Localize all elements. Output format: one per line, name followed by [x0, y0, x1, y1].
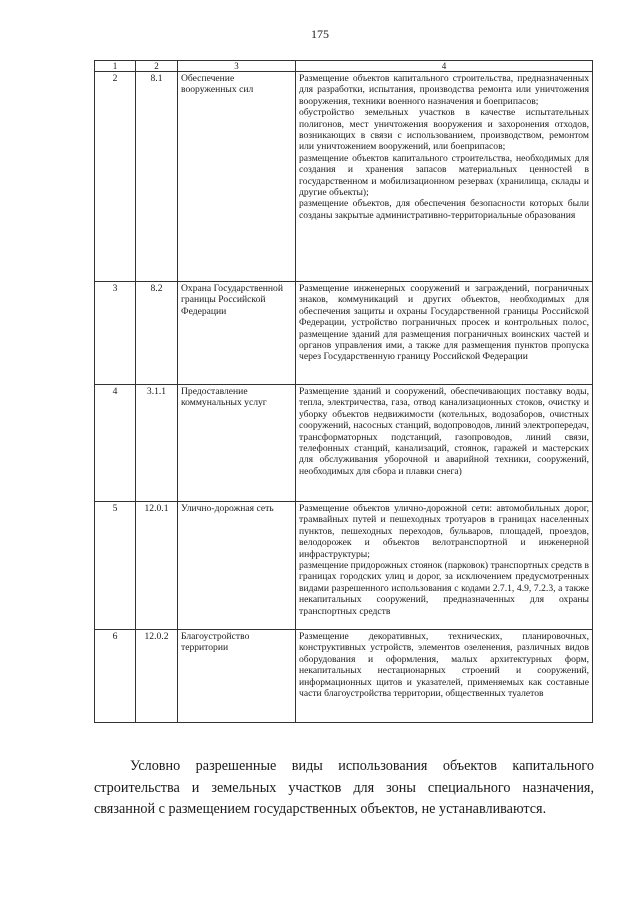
description-paragraph: размещение объектов, для обеспечения безопасности которых были созданы закрытые административно-территориальные образования [299, 198, 589, 221]
header-col-2: 2 [136, 61, 178, 72]
use-code: 12.0.1 [136, 502, 178, 630]
use-description [296, 282, 593, 385]
use-name: Улично-дорожная сеть [178, 502, 296, 630]
use-description [296, 502, 593, 630]
table-row [95, 630, 593, 723]
header-col-3: 3 [178, 61, 296, 72]
description-paragraph: Размещение декоративных, технических, планировочных, конструктивных устройств, элементов озеленения, различных видов оборудования и оформления, малых архитектурных форм, некапитальных нестационарных строений и сооружений, информационных щитов и указателей, применяемых как составные части благоустройства территории, общественных туалетов [299, 631, 589, 700]
use-name: Обеспечение вооруженных сил [178, 72, 296, 282]
use-description [296, 72, 593, 282]
conditional-use-note: Условно разрешенные виды использования объектов капитального строительства и земельных участков для зоны специального назначения, связанной с размещением государственных объектов, не устанавливаются. [94, 758, 594, 817]
header-col-1: 1 [95, 61, 136, 72]
row-number: 3 [95, 282, 136, 385]
table-row [95, 502, 593, 630]
use-description [296, 630, 593, 723]
row-number: 4 [95, 385, 136, 502]
description-paragraph: Размещение объектов улично-дорожной сети: автомобильных дорог, трамвайных путей и пешеходных тротуаров в границах населенных пунктов, пешеходных переходов, бульваров, площадей, проездов, велодорожек и объектов велотранспортной и инженерной инфраструктуры; [299, 503, 589, 560]
use-code: 8.1 [136, 72, 178, 282]
row-number: 6 [95, 630, 136, 723]
page-number: 175 [311, 27, 329, 41]
use-name: Предоставление коммунальных услуг [178, 385, 296, 502]
use-name: Благоустройство территории [178, 630, 296, 723]
description-paragraph: обустройство земельных участков в качестве испытательных полигонов, мест уничтожения вооружения и захоронения отходов, возникающих в связи с использованием, производством, ремонтом или уничтожением вооружений, или боеприпасов; [299, 107, 589, 153]
row-number: 2 [95, 72, 136, 282]
header-col-4: 4 [296, 61, 593, 72]
use-code: 3.1.1 [136, 385, 178, 502]
table-header-row [95, 61, 593, 72]
table-row [95, 385, 593, 502]
row-number: 5 [95, 502, 136, 630]
use-name: Охрана Государственной границы Российской Федерации [178, 282, 296, 385]
description-paragraph: размещение придорожных стоянок (парковок) транспортных средств в границах городских улиц и дорог, за исключением предусмотренных видами разрешенного использования с кодами 2.7.1, 4.9, 7.2.3, а также некапитальных сооружений, предназначенных для охраны транспортных средств [299, 560, 589, 617]
table-row [95, 72, 593, 282]
description-paragraph: Размещение зданий и сооружений, обеспечивающих поставку воды, тепла, электричества, газа, отвод канализационных стоков, очистку и уборку объектов недвижимости (котельных, водозаборов, очистных сооружений, насосных станций, водопроводов, линий электропередач, трансформаторных подстанций, газопроводов, линий связи, телефонных станций, канализаций, стоянок, гаражей и мастерских для обслуживания уборочной и аварийной техники, сооружений, необходимых для сбора и плавки снега) [299, 386, 589, 477]
use-code: 8.2 [136, 282, 178, 385]
use-description [296, 385, 593, 502]
use-code: 12.0.2 [136, 630, 178, 723]
land-use-table [94, 60, 593, 723]
table-row [95, 282, 593, 385]
description-paragraph: Размещение инженерных сооружений и заграждений, пограничных знаков, коммуникаций и других объектов, необходимых для обеспечения защиты и охраны Государственной границы Российской Федерации, устройство пограничных просек и контрольных полос, размещение зданий для размещения пограничных воинских частей и органов управления ими, а также для размещения пунктов пропуска через Государственную границу Российской Федерации [299, 283, 589, 363]
description-paragraph: Размещение объектов капитального строительства, предназначенных для разработки, испытания, производства ремонта или уничтожения вооружения, техники военного назначения и боеприпасов; [299, 73, 589, 107]
description-paragraph: размещение объектов капитального строительства, необходимых для создания и хранения запасов материальных ценностей в государственном и мобилизационном резервах (хранилища, склады и другие объекты); [299, 152, 589, 199]
